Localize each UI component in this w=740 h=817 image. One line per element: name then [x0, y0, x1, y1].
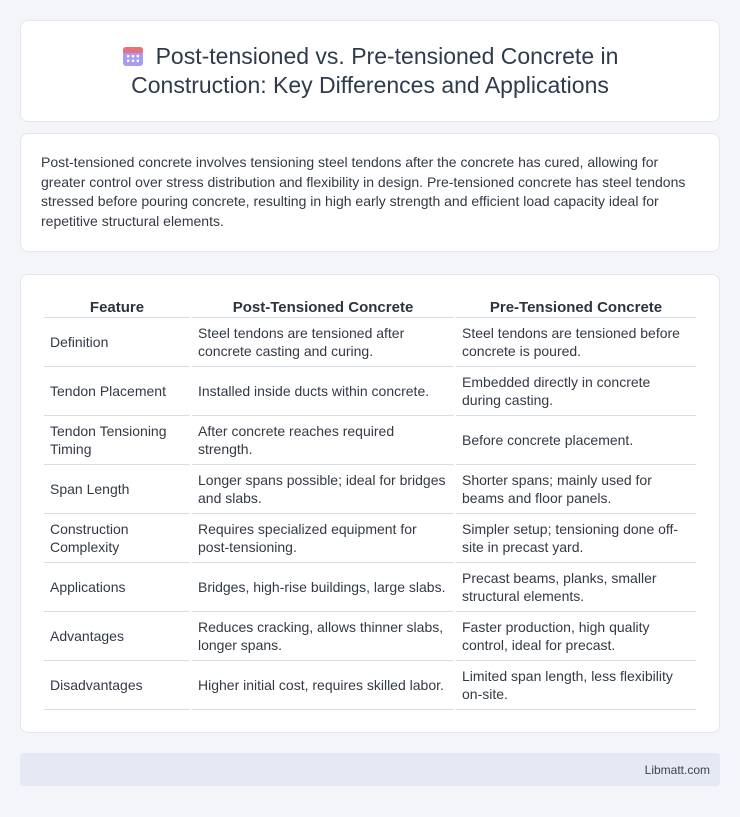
cell-pre: Simpler setup; tensioning done off-site in precast yard.: [456, 514, 696, 563]
cell-pre: Precast beams, planks, smaller structural elements.: [456, 563, 696, 612]
comparison-table: [42, 296, 698, 710]
header-feature: Feature: [44, 296, 190, 318]
intro-paragraph: Post-tensioned concrete involves tensioning steel tendons after the concrete has cured, allowing for greater control over stress distribution and flexibility in design. Pre-tensioned concrete has steel tendons stressed before pouring concrete, resulting in high early strength and efficient load capacity ideal for repetitive structural elements.: [41, 154, 686, 229]
cell-feature: Definition: [44, 318, 190, 367]
cell-pre: Steel tendons are tensioned before concrete is poured.: [456, 318, 696, 367]
intro-card: [20, 133, 720, 252]
cell-post: Steel tendons are tensioned after concrete casting and curing.: [192, 318, 454, 367]
cell-feature: Tendon Tensioning Timing: [44, 416, 190, 465]
table-row: [44, 514, 696, 563]
table-header-row: [44, 296, 696, 318]
cell-post: After concrete reaches required strength.: [192, 416, 454, 465]
cell-pre: Limited span length, less flexibility on-site.: [456, 661, 696, 710]
footer-brand-link[interactable]: Libmatt.com: [644, 762, 710, 777]
cell-pre: Embedded directly in concrete during casting.: [456, 367, 696, 416]
cell-feature: Advantages: [44, 612, 190, 661]
page-title-text: Post-tensioned vs. Pre-tensioned Concrete in Construction: Key Differences and Applications: [131, 43, 619, 98]
table-row: [44, 318, 696, 367]
table-row: [44, 416, 696, 465]
cell-feature: Span Length: [44, 465, 190, 514]
header-pre-tensioned: Pre-Tensioned Concrete: [456, 296, 696, 318]
title-card: [20, 20, 720, 122]
table-row: [44, 612, 696, 661]
cell-feature: Disadvantages: [44, 661, 190, 710]
cell-pre: Faster production, high quality control, ideal for precast.: [456, 612, 696, 661]
cell-feature: Tendon Placement: [44, 367, 190, 416]
calendar-icon: [122, 45, 144, 67]
cell-feature: Applications: [44, 563, 190, 612]
header-post-tensioned: Post-Tensioned Concrete: [192, 296, 454, 318]
cell-pre: Shorter spans; mainly used for beams and floor panels.: [456, 465, 696, 514]
table-row: [44, 563, 696, 612]
cell-post: Higher initial cost, requires skilled labor.: [192, 661, 454, 710]
cell-post: Longer spans possible; ideal for bridges and slabs.: [192, 465, 454, 514]
table-row: [44, 367, 696, 416]
table-row: [44, 661, 696, 710]
comparison-card: [20, 274, 720, 733]
cell-feature: Construction Complexity: [44, 514, 190, 563]
cell-post: Reduces cracking, allows thinner slabs, longer spans.: [192, 612, 454, 661]
cell-post: Requires specialized equipment for post-tensioning.: [192, 514, 454, 563]
cell-pre: Before concrete placement.: [456, 416, 696, 465]
cell-post: Installed inside ducts within concrete.: [192, 367, 454, 416]
footer: [20, 753, 720, 786]
cell-post: Bridges, high-rise buildings, large slabs.: [192, 563, 454, 612]
page-title: [61, 42, 679, 100]
table-row: [44, 465, 696, 514]
